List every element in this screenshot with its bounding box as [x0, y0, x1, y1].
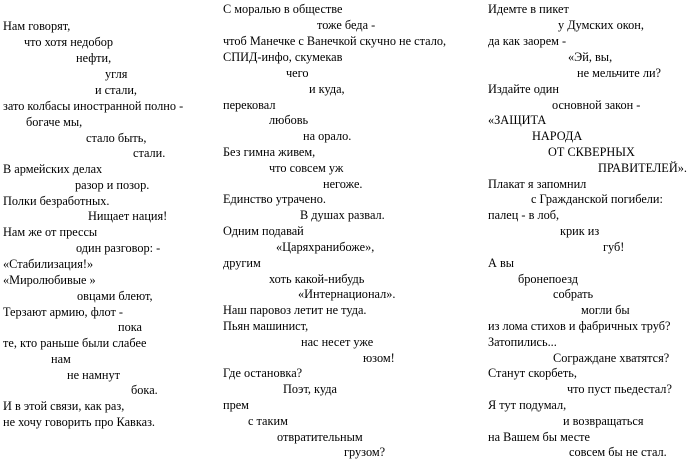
poem-line: Нам говорят, — [3, 19, 71, 33]
poem-line: те, кто раньше были слабее — [3, 336, 147, 350]
poem-line: что хотя недобор — [24, 35, 114, 49]
poem-line: Пьян машинист, — [223, 319, 309, 333]
poem-line: чтоб Манечке с Ванечкой скучно не стало, — [223, 34, 447, 48]
poem-line: что совсем уж — [269, 161, 344, 175]
poem-line: с Гражданской погибели: — [531, 192, 663, 206]
poem-line: Где остановка? — [223, 366, 303, 380]
poem-line: богаче мы, — [26, 115, 83, 129]
poem-line: бока. — [131, 383, 158, 397]
poem-line: тоже беда - — [317, 18, 376, 32]
poem-line: «Царяхранибоже», — [276, 240, 375, 254]
poem-line: любовь — [269, 113, 309, 127]
poem-line: и возвращаться — [563, 414, 644, 428]
poem-line: с таким — [248, 414, 288, 428]
poem-line: перековал — [223, 98, 276, 112]
poem-line: Затопились... — [488, 335, 557, 349]
poem-line: грузом? — [344, 445, 386, 459]
poem-line: прем — [223, 398, 249, 412]
poem-line: Нищает нация! — [88, 209, 168, 223]
poem-line: бронепоезд — [518, 272, 578, 286]
poem-line: да как заорем - — [488, 34, 567, 48]
poem-line: Станут скорбеть, — [488, 366, 577, 380]
poem-line: «Интернационал». — [298, 287, 396, 301]
poem-line: НАРОДА — [532, 129, 583, 143]
poem-line: и куда, — [309, 82, 345, 96]
poem-line: совсем бы не стал. — [569, 445, 667, 459]
poem-line: и стали, — [95, 83, 137, 97]
poem-line: на Вашем бы месте — [488, 430, 590, 444]
poem-line: Сограждане хватятся? — [553, 351, 670, 365]
poem-line: палец - в лоб, — [488, 208, 560, 222]
poem-line: «Стабилизация!» — [3, 257, 94, 271]
poem-line: нефти, — [76, 51, 112, 65]
poem-line: И в этой связи, как раз, — [3, 399, 125, 413]
poem-line: ОТ СКВЕРНЫХ — [548, 145, 635, 159]
poem-line: С моралью в обществе — [223, 2, 343, 16]
poem-line: Полки безработных. — [3, 194, 110, 208]
poem-line: зато колбасы иностранной полно - — [3, 99, 184, 113]
poem-line: негоже. — [323, 177, 363, 191]
poem-line: не намнут — [67, 368, 121, 382]
poem-line: СПИД-инфо, скумекав — [223, 50, 343, 64]
poem-line: Издайте один — [488, 82, 559, 96]
poem-column-3 — [487, 0, 700, 459]
poem-line: что пуст пьедестал? — [567, 382, 672, 396]
poem-line: один разговор: - — [76, 241, 161, 255]
poem-line: могли бы — [581, 303, 630, 317]
poem-line: собрать — [553, 287, 594, 301]
poem-line: Без гимна живем, — [223, 145, 316, 159]
poem-line: юзом! — [363, 351, 395, 365]
poem-line: основной закон - — [552, 98, 641, 112]
poem-line: В армейских делах — [3, 162, 103, 176]
poem-line: «ЗАЩИТА — [488, 113, 547, 127]
poem-line: Идемте в пикет — [488, 2, 569, 16]
poem-column-2 — [222, 0, 480, 459]
poem-line: хоть какой-нибудь — [269, 272, 365, 286]
poem-line: из лома стихов и фабричных труб? — [488, 319, 671, 333]
poem-line: овцами блеют, — [77, 289, 153, 303]
poem-line: стали. — [133, 146, 166, 160]
poem-line: другим — [223, 256, 261, 270]
poem-line: Плакат я запомнил — [488, 177, 587, 191]
poem-line: отвратительным — [277, 430, 363, 444]
poem-line: Поэт, куда — [283, 382, 337, 396]
poem-line: ПРАВИТЕЛЕЙ». — [598, 161, 687, 175]
poem-line: угля — [105, 67, 128, 81]
poem-line: Единство утрачено. — [223, 192, 326, 206]
poem-line: у Думских окон, — [558, 18, 644, 32]
poem-line: стало быть, — [86, 131, 147, 145]
poem-line: Терзают армию, флот - — [3, 305, 124, 319]
poem-line: на орало. — [303, 129, 352, 143]
poem-line: «Эй, вы, — [568, 50, 613, 64]
poem-line: не мельчите ли? — [577, 66, 662, 80]
poem-line: нам — [51, 352, 71, 366]
poem-line: губ! — [603, 240, 625, 254]
poem-line: пока — [118, 320, 142, 334]
poem-line: нас несет уже — [301, 335, 374, 349]
poem-line: В душах развал. — [300, 208, 385, 222]
poem-line: чего — [286, 66, 309, 80]
poem-line: крик из — [560, 224, 600, 238]
poem-line: разор и позор. — [75, 178, 150, 192]
poem-column-1 — [0, 0, 233, 454]
poem-line: не хочу говорить про Кавказ. — [3, 415, 156, 429]
poem-line: Одним подавай — [223, 224, 304, 238]
poem-line: Наш паровоз летит не туда. — [223, 303, 367, 317]
poem-line: «Миролюбивые » — [3, 273, 96, 287]
poem-line: А вы — [488, 256, 515, 270]
poem-line: Я тут подумал, — [488, 398, 567, 412]
poem-line: Нам же от прессы — [3, 225, 98, 239]
